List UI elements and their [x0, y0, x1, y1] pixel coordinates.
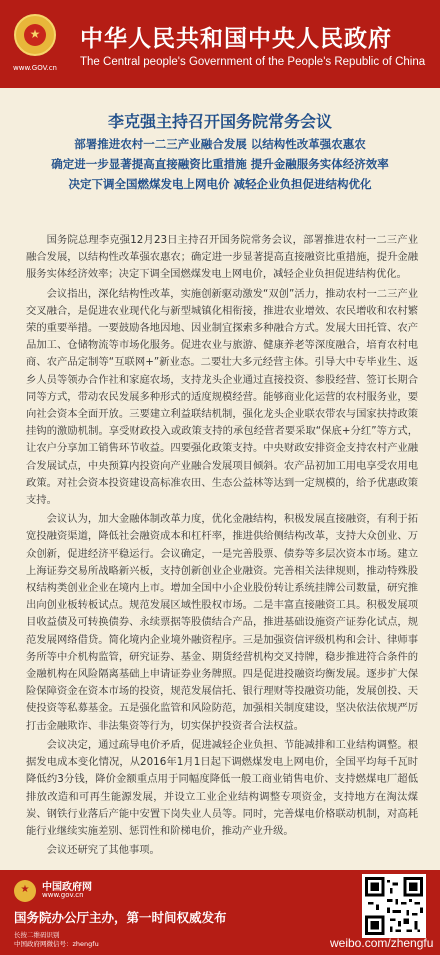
article-subtitle-2: 确定进一步显著提高直接融资比重措施 提升金融服务实体经济效率	[51, 157, 389, 171]
paragraph-1: 国务院总理李克强12月23日主持召开国务院常务会议，部署推进农村一二三产业融合发展，以结构性改革强农惠农；确定进一步显著提高直接融资比重措施，提升金融服务实体经济效率；决定下调全国燃煤发电上网电价，减轻企业负担促进结构优化。	[26, 234, 418, 281]
paragraph-3: 会议认为，加大金融体制改革力度，优化金融结构，积极发展直接融资，有利于拓宽投融资渠道，降低社会融资成本和杠杆率，推进供给侧结构改革，支持大众创业、万众创新，促进经济平稳运行。会议确定，一是完善股票、债券等多层次资本市场。建立上海证券交易所战略新兴板，支持创新创业企业融资。完善相关法律规则，推动特殊股权结构类创业企业在境内上市。增加全国中小企业股份转让系统挂牌公司数量，研究推出向创业板转板试点。规范发展区域性股权市场。二是丰富直接融资工具。积极发展项目收益债及可转换债券、永续票据等股债结合产品，推进基础设施资产证券化试点，规范发展网络借贷。简化境内企业境外融资程序。三是加强资信评级机构和会计、律师事务所等中介机构监管，研究证券、基金、期货经营机构交叉持牌，稳步推进符合条件的金融机构在风险隔离基础上申请证券业务牌照。四是促进投融资均衡发展。逐步扩大保险保障资金在资本市场的投资，规范发展信托、银行理财等投融资功能，发展创投、天使投资等私募基金。五是强化监管和风险防范，加强相关制度建设，坚决依法依规严厉打击金融欺诈、非法集资等行为，切实保护投资者合法权益。	[26, 513, 418, 732]
article-subtitle-1: 部署推进农村一二三产业融合发展 以结构性改革强农惠农	[74, 137, 366, 151]
weibo-handle[interactable]: weibo.com/zhengfu	[330, 936, 434, 950]
footer-banner	[0, 870, 440, 955]
footer-site-name: 中国政府网	[42, 882, 92, 893]
article-title: 李克强主持召开国务院常务会议	[107, 112, 332, 131]
header-title: 中华人民共和国中央人民政府	[80, 26, 392, 52]
paragraph-2: 会议指出，深化结构性改革，实施创新驱动激发“双创”活力，推动农村一二三产业交叉融合，是促进农业现代化与新型城镇化相衔接，推进农业增效、农民增收和农村繁荣的重要举措。一要鼓励各地因地、因业制宜探索多种融合方式。发展大田托管、农产品加工、仓储物流等市场化服务。促进农业与旅游、健康养老等深度融合，培育农村电商、农产品定制等“互联网+”新业态。二要壮大多元经营主体。引导大中专毕业生、返乡人员等领办合作社和家庭农场，支持龙头企业通过直接投资、参股经营、签订长期合同等方式，带动农民发展多种形式的适度规模经营。能够商业化运营的农村服务业，要向社会资本全面开放。三要建立利益联结机制，强化龙头企业联农带农与国家扶持政策挂钩的激励机制。享受财政投入或政策支持的承包经营者要采取“保底+分红”等方式，让农户分享加工销售环节收益。四要强化政策支持。中央财政安排资金支持农村产业融合发展试点，中央预算内投资向产业融合发展项目倾斜。农产品初加工用电享受农用电政策。对社会资本投资建设高标准农田、生态公益林等达到一定规模的，给予优惠政策支持。	[26, 287, 418, 507]
paragraph-5: 会议还研究了其他事项。	[46, 844, 160, 857]
header-subtitle: The Central people's Government of the People's Republic of China	[80, 56, 426, 68]
footer-wechat-id: 中国政府网微信号：zhengfu	[14, 940, 99, 948]
footer-emblem-icon: ★	[14, 880, 36, 902]
footer-site-url[interactable]: www.gov.cn	[42, 891, 84, 899]
footer-slogan: 国务院办公厅主办，第一时间权威发布	[14, 910, 227, 925]
paragraph-4: 会议决定，通过疏导电价矛盾，促进减轻企业负担、节能减排和工业结构调整。根据发电成本变化情况，从2016年1月1日起下调燃煤发电上网电价，全国平均每千瓦时降低约3分钱，降价金额重点用于同幅度降低一般工商业销售电价、支持燃煤电厂超低排放改造和可再生能源发展，并设立工业企业结构调整专项资金，支持地方在淘汰煤炭、钢铁行业落后产能中安置下岗失业人员等。同时，完善煤电价格联动机制，对高耗能行业继续实施差别、惩罚性和阶梯电价，推动产业升级。	[26, 738, 418, 837]
footer-qr-note: 长按二维码识别	[14, 931, 60, 939]
national-emblem-icon: ★	[14, 14, 56, 56]
qr-code-icon[interactable]	[362, 874, 426, 938]
article-body	[26, 232, 418, 861]
header-url[interactable]: www.GOV.cn	[13, 64, 57, 72]
article-subtitle-3: 决定下调全国燃煤发电上网电价 减轻企业负担促进结构优化	[68, 177, 372, 191]
header-banner	[0, 0, 440, 88]
article-titles	[0, 110, 440, 194]
